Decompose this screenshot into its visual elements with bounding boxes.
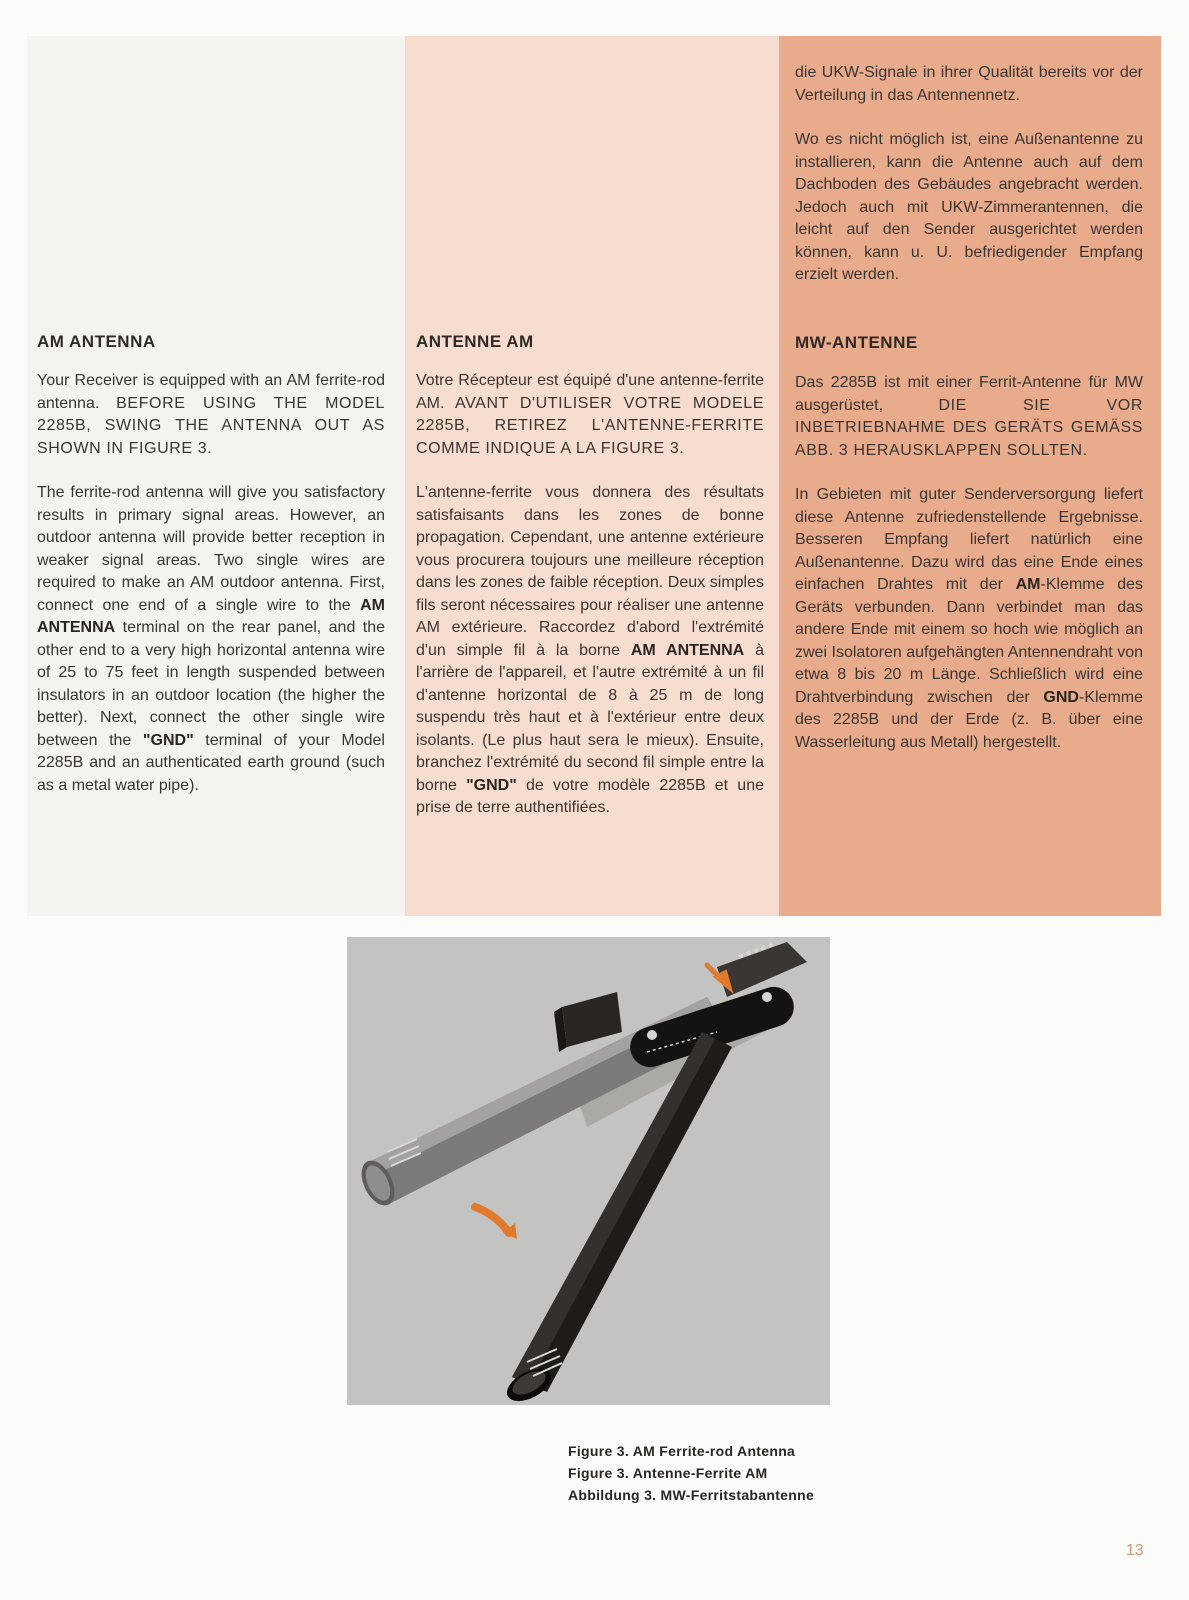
english-para2-text-a: The ferrite-rod antenna will give you satisfactory results in primary signal areas. However, an outdoor antenna will provide better reception in weaker signal areas. Two single wires are required to make an AM outdoor antenna. First, connect one end of a single wire to the — [37, 484, 385, 614]
german-para2-text-a: In Gebieten mit guter Senderversorgung liefert diese Antenne zufriedenstellende Ergebnisse. Besseren Empfang liefert natürlich eine Außenantenne. Dazu wird das eine Ende eines einfachen Drahtes mit der — [795, 486, 1143, 593]
english-heading: AM ANTENNA — [37, 332, 156, 351]
german-body — [795, 372, 1143, 754]
english-paragraph-2 — [37, 482, 385, 797]
german-heading: MW-ANTENNE — [795, 333, 918, 352]
mounting-bracket — [554, 992, 622, 1052]
english-para1-caps: BEFORE USING THE MODEL 2285B, SWING THE ANTENNA OUT AS SHOWN IN FIGURE 3. — [37, 394, 385, 457]
ferrite-antenna-figure — [347, 937, 830, 1405]
french-heading: ANTENNE AM — [416, 332, 534, 351]
french-gnd-term: "GND" — [466, 776, 517, 794]
french-para2-text-b: à l'arrière de l'appareil, et l'autre extrémité à un fil d'antenne horizontal de 8 à 25 m de long suspendu très haut et à l'extérieur entre deux isolants. (Le plus haut sera le mieux). Ensuite, branchez l'extrémité du second fil simple entre la borne — [416, 641, 764, 794]
french-para2-text-a: L'antenne-ferrite vous donnera des résultats satisfaisants dans les zones de bonne propagation. Cependant, une antenne extérieure vous procurera toujours une meilleure réception dans les zones de faible réception. Deux simples fils seront nécessaires pour réaliser une antenne AM extérieure. Raccordez d'abord l'extrémité d'un simple fil à la borne — [416, 484, 764, 659]
figure-caption — [568, 1440, 814, 1506]
english-para1-text: Your Receiver is equipped with an AM ferrite-rod antenna. — [37, 372, 385, 412]
english-gnd-term: "GND" — [142, 731, 194, 749]
french-paragraph-2 — [416, 482, 764, 820]
french-am-antenna-term: AM ANTENNA — [630, 641, 745, 659]
caption-english: Figure 3. AM Ferrite-rod Antenna — [568, 1443, 796, 1459]
page-number: 13 — [1126, 1542, 1144, 1559]
ferrite-antenna-illustration — [347, 937, 830, 1405]
english-am-antenna-term: AM ANTENNA — [37, 596, 385, 636]
german-para2-text-c: -Klemme des 2285B und der Erde (z. B. über eine Wasserleitung aus Metall) hergestellt. — [795, 688, 1143, 751]
german-top-paragraph-2: Wo es nicht möglich ist, eine Außenantenne zu installieren, kann die Antenne auch auf dem Dachboden des Gebäudes angebracht werden. Jedoch auch mit UKW-Zimmerantennen, die leicht auf den Sender ausgerichtet werden können, kann u. U. befriedigender Empfang erzielt werden. — [795, 131, 1143, 283]
french-body — [416, 370, 764, 820]
german-para1-text: Das 2285B ist mit einer Ferrit-Antenne für MW ausgerüstet, — [795, 374, 1143, 414]
french-para2-text-c: de votre modèle 2285B et une prise de terre authentifiées. — [416, 776, 764, 816]
french-paragraph-1 — [416, 370, 764, 460]
english-body — [37, 370, 385, 797]
caption-french: Figure 3. Antenne-Ferrite AM — [568, 1465, 768, 1481]
english-paragraph-1 — [37, 370, 385, 460]
german-am-term: AM — [1015, 576, 1041, 593]
french-para1-text: Votre Récepteur est équipé d'une antenne-ferrite AM. — [416, 372, 764, 412]
caption-german: Abbildung 3. MW-Ferritstabantenne — [568, 1487, 815, 1503]
english-para2-text-b: terminal on the rear panel, and the other end to a very high horizontal antenna wire of 25 to 75 feet in length suspended between insulators in an outdoor location (the higher the better). Next, connect the other single wire between the — [37, 619, 385, 749]
german-paragraph-1 — [795, 372, 1143, 462]
german-paragraph-2 — [795, 484, 1143, 754]
french-para1-caps: AVANT D'UTILISER VOTRE MODELE 2285B, RETIREZ L'ANTENNE-FERRITE COMME INDIQUE A LA FIGURE 3. — [416, 394, 764, 457]
german-gnd-term: GND — [1043, 688, 1079, 706]
english-para2-text-c: terminal of your Model 2285B and an authenticated earth ground (such as a metal water pipe). — [37, 731, 385, 794]
swing-arrow-icon — [475, 1207, 509, 1233]
german-top-paragraph-1: die UKW-Signale in ihrer Qualität bereits vor der Verteilung in das Antennennetz. — [795, 64, 1143, 104]
german-para1-caps: DIE SIE VOR INBETRIEBNAHME DES GERÄTS GEMÄSS ABB. 3 HERAUSKLAPPEN SOLLTEN. — [795, 396, 1143, 459]
german-continuation — [795, 62, 1143, 287]
german-para2-text-b: -Klemme des Geräts verbunden. Dann verbindet man das andere Ende mit einem so hoch wie möglich an zwei Isolatoren aufgehängten Antennendraht von etwa 8 bis 20 m Länge. Schließlich wird eine Drahtverbindung zwischen der — [795, 576, 1144, 706]
